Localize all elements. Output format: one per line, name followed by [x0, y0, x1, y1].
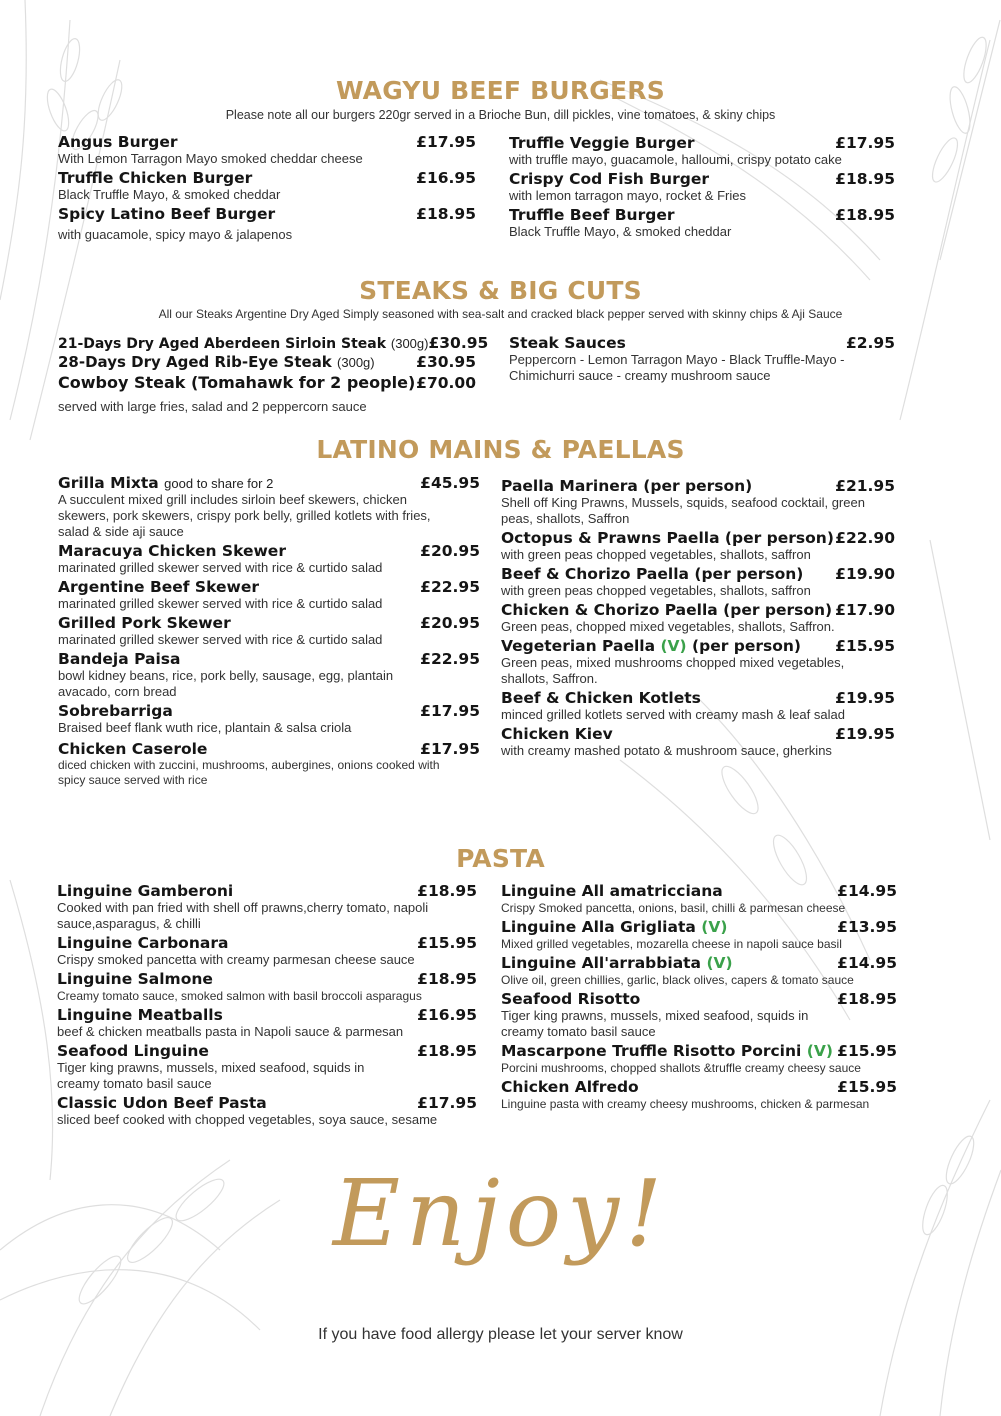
item-desc: Black Truffle Mayo, & smoked cheddar	[58, 187, 281, 202]
menu-item	[501, 565, 895, 599]
menu-item	[501, 529, 895, 563]
item-price: £14.95	[837, 882, 897, 900]
menu-item	[509, 170, 895, 206]
item-desc: minced grilled kotlets served with creamy mash & leaf salad	[501, 707, 845, 722]
item-name: Linguine Meatballs	[57, 1006, 223, 1024]
item-name: Linguine Gamberoni	[57, 882, 234, 900]
item-price: £30.95	[416, 353, 476, 371]
pasta-title: PASTA	[456, 844, 545, 873]
allergy-footer: If you have food allergy please let your server know	[318, 1326, 683, 1343]
steaks-note: All our Steaks Argentine Dry Aged Simply seasoned with sea-salt and cracked black pepper served with skinny chips & Aji Sauce	[158, 307, 843, 321]
item-price: £18.95	[837, 990, 897, 1008]
item-name: Linguine Carbonara	[57, 934, 229, 952]
menu-item	[501, 689, 895, 723]
item-desc: with green peas chopped vegetables, shallots, saffron	[501, 547, 811, 562]
item-price: £19.90	[835, 565, 895, 583]
item-name: Classic Udon Beef Pasta	[57, 1094, 267, 1112]
item-name: Seafood Risotto	[501, 990, 641, 1008]
menu-item	[58, 133, 476, 169]
item-price: £16.95	[416, 169, 476, 187]
item-name: Grilla Mixta	[58, 474, 159, 492]
item-desc: Linguine pasta with creamy cheesy mushrooms, chicken & parmesan	[501, 1097, 870, 1111]
item-desc: Braised beef flank wuth rice, plantain & salsa criola	[58, 720, 352, 735]
item-desc: Cooked with pan fried with shell off prawns,cherry tomato, napoli sauce,asparagus, & chilli	[57, 900, 429, 931]
menu-item	[58, 740, 480, 788]
menu-item	[57, 970, 477, 1004]
item-price: £22.95	[420, 650, 480, 668]
item-name: Argentine Beef Skewer	[58, 578, 259, 596]
item-price: £20.95	[420, 614, 480, 632]
menu-item	[501, 954, 897, 988]
item-price: £30.95	[428, 334, 489, 352]
pasta-right-column	[501, 882, 897, 1112]
item-desc: with green peas chopped vegetables, shallots, saffron	[501, 583, 811, 598]
item-desc: Shell off King Prawns, Mussels, squids, seafood cocktail, green peas, shallots, Saffron	[501, 495, 865, 526]
item-name: Chicken & Chorizo Paella (per person)	[501, 601, 833, 619]
menu-item	[501, 882, 897, 916]
menu-item	[57, 1094, 477, 1128]
steak-sauces	[509, 334, 895, 384]
item-desc: Mixed grilled vegetables, mozarella cheese in napoli sauce basil	[501, 937, 842, 951]
menu-item	[509, 134, 895, 170]
item-desc: A succulent mixed grill includes sirloin beef skewers, chicken skewers, pork skewers, crispy pork belly, grilled kotlets with fries, salad & side aji sauce	[58, 492, 431, 539]
menu-item	[58, 334, 489, 353]
item-desc: Creamy tomato sauce, smoked salmon with basil broccoli asparagus	[57, 989, 422, 1003]
item-price: £17.95	[420, 740, 480, 758]
vegetarian-badge: (V)	[701, 918, 728, 936]
item-desc: marinated grilled skewer served with rice & curtido salad	[58, 596, 383, 611]
item-price: £15.95	[417, 934, 477, 952]
item-desc: Olive oil, green chillies, garlic, black olives, capers & tomato sauce	[501, 973, 854, 987]
item-name: Truffle Chicken Burger	[58, 169, 253, 187]
item-name: Beef & Chicken Kotlets	[501, 689, 701, 707]
item-name: Spicy Latino Beef Burger	[58, 205, 276, 223]
item-price: £15.95	[835, 637, 895, 655]
vegetarian-badge: (V)	[706, 954, 733, 972]
menu-item	[57, 934, 477, 968]
item-price: £18.95	[835, 206, 895, 224]
menu-item	[58, 650, 480, 700]
burgers-title: WAGYU BEEF BURGERS	[336, 76, 665, 105]
menu-item	[509, 206, 895, 240]
item-weight: (300g)	[337, 355, 375, 370]
item-name: Linguine All amatricciana	[501, 882, 723, 900]
item-name: Chicken Caserole	[58, 740, 208, 758]
item-price: £18.95	[835, 170, 895, 188]
steaks-title: STEAKS & BIG CUTS	[359, 276, 642, 305]
item-desc: bowl kidney beans, rice, pork belly, sausage, egg, plantain avacado, corn bread	[58, 668, 394, 699]
item-price: £16.95	[417, 1006, 477, 1024]
item-desc: beef & chicken meatballs pasta in Napoli sauce & parmesan	[57, 1024, 404, 1039]
item-price: £17.90	[835, 601, 895, 619]
item-price: £19.95	[835, 725, 895, 743]
item-price: £17.95	[416, 133, 476, 151]
steaks-served-note: served with large fries, salad and 2 peppercorn sauce	[58, 399, 367, 414]
menu-item	[57, 1042, 477, 1092]
vegetarian-badge: (V)	[660, 637, 687, 655]
item-desc: Peppercorn - Lemon Tarragon Mayo - Black Truffle-Mayo -Chimichurri sauce - creamy mushroom sauce	[509, 352, 845, 383]
item-price: £17.95	[417, 1094, 477, 1112]
item-name: Bandeja Paisa	[58, 650, 181, 668]
item-price: £45.95	[420, 474, 480, 492]
item-desc: with guacamole, spicy mayo & jalapenos	[58, 227, 293, 242]
latino-title: LATINO MAINS & PAELLAS	[316, 435, 685, 464]
item-name: Crispy Cod Fish Burger	[509, 170, 709, 188]
item-weight: (300g)	[390, 336, 429, 351]
menu-item	[58, 702, 480, 736]
menu-item	[58, 474, 480, 540]
item-desc: Green peas, chopped mixed vegetables, shallots, Saffron.	[501, 619, 835, 634]
burgers-left-column	[58, 133, 476, 243]
steaks-left-column	[58, 334, 489, 415]
item-price: £18.95	[417, 1042, 477, 1060]
item-name: Sobrebarriga	[58, 702, 173, 720]
item-name: 21-Days Dry Aged Aberdeen Sirloin Steak	[58, 336, 387, 352]
item-name: Chicken Kiev	[501, 725, 613, 743]
item-price: £17.95	[420, 702, 480, 720]
item-price: £15.95	[837, 1042, 897, 1060]
item-price: £15.95	[837, 1078, 897, 1096]
item-desc: Crispy Smoked pancetta, onions, basil, chilli & parmesan cheese	[501, 901, 846, 915]
menu-item	[58, 542, 480, 576]
vegetarian-badge: (V)	[806, 1042, 833, 1060]
menu-item	[501, 990, 897, 1040]
item-suffix: (per person)	[692, 637, 802, 655]
item-desc: marinated grilled skewer served with rice & curtido salad	[58, 632, 383, 647]
menu-item	[501, 601, 895, 635]
menu-item	[501, 637, 895, 687]
menu-item	[501, 1042, 897, 1076]
item-price: £22.90	[835, 529, 895, 547]
item-desc: Tiger king prawns, mussels, mixed seafood, squids in creamy tomato basil sauce	[501, 1008, 809, 1039]
item-name: Angus Burger	[58, 133, 178, 151]
item-price: £20.95	[420, 542, 480, 560]
latino-right-column	[501, 477, 895, 759]
item-desc: Crispy smoked pancetta with creamy parmesan cheese sauce	[57, 952, 415, 967]
menu-item	[58, 373, 476, 395]
pasta-left-column	[57, 882, 477, 1128]
item-desc: Tiger king prawns, mussels, mixed seafood, squids in creamy tomato basil sauce	[57, 1060, 365, 1091]
item-name: Mascarpone Truffle Risotto Porcini	[501, 1042, 802, 1060]
item-name: Truffle Veggie Burger	[509, 134, 695, 152]
item-name: Chicken Alfredo	[501, 1078, 639, 1096]
item-extra: good to share for 2	[164, 476, 274, 491]
item-price: £21.95	[835, 477, 895, 495]
item-name: Cowboy Steak (Tomahawk for 2 people)	[58, 373, 416, 392]
latino-left-column	[58, 474, 480, 788]
item-desc: With Lemon Tarragon Mayo smoked cheddar cheese	[58, 151, 363, 166]
item-price: £18.95	[417, 882, 477, 900]
item-name: Beef & Chorizo Paella (per person)	[501, 565, 804, 583]
item-desc: with creamy mashed potato & mushroom sauce, gherkins	[501, 743, 832, 758]
item-name: Paella Marinera (per person)	[501, 477, 753, 495]
item-name: Octopus & Prawns Paella (per person)	[501, 529, 834, 547]
item-price: £18.95	[417, 970, 477, 988]
menu-item	[501, 477, 895, 527]
menu-item	[58, 169, 476, 205]
menu-item	[58, 578, 480, 612]
menu-item	[501, 1078, 897, 1112]
item-desc: Green peas, mixed mushrooms chopped mixed vegetables, shallots, Saffron.	[501, 655, 845, 686]
item-desc: sliced beef cooked with chopped vegetables, soya sauce, sesame	[57, 1112, 438, 1127]
item-desc: Porcini mushrooms, chopped shallots &truffle creamy cheesy sauce	[501, 1061, 861, 1075]
menu-item	[57, 1006, 477, 1040]
item-name: Grilled Pork Skewer	[58, 614, 231, 632]
item-name: Linguine Alla Grigliata	[501, 918, 696, 936]
menu-item	[501, 725, 895, 759]
item-name: Steak Sauces	[509, 334, 626, 352]
item-name: Vegeterian Paella	[501, 637, 656, 655]
menu-item	[58, 205, 476, 243]
enjoy-script: Enjoy!	[332, 1160, 669, 1267]
burgers-note: Please note all our burgers 220gr served in a Brioche Bun, dill pickles, vine tomatoes, & skiny chips	[225, 108, 776, 122]
item-price: £13.95	[837, 918, 897, 936]
item-desc: marinated grilled skewer served with rice & curtido salad	[58, 560, 383, 575]
item-desc: with lemon tarragon mayo, rocket & Fries	[509, 188, 746, 203]
item-name: Seafood Linguine	[57, 1042, 209, 1060]
item-price: £17.95	[835, 134, 895, 152]
burgers-right-column	[509, 134, 895, 240]
menu-item	[58, 614, 480, 648]
item-desc: Black Truffle Mayo, & smoked cheddar	[509, 224, 732, 239]
item-price: £18.95	[416, 205, 476, 223]
menu-item	[57, 882, 477, 932]
item-price: £22.95	[420, 578, 480, 596]
item-name: Linguine Salmone	[57, 970, 213, 988]
item-desc: with truffle mayo, guacamole, halloumi, crispy potato cake	[509, 152, 842, 167]
menu-item	[58, 353, 476, 373]
item-price: £14.95	[837, 954, 897, 972]
item-price: £2.95	[845, 334, 895, 352]
item-name: 28-Days Dry Aged Rib-Eye Steak	[58, 353, 332, 371]
item-name: Maracuya Chicken Skewer	[58, 542, 286, 560]
menu-item	[501, 918, 897, 952]
item-price: £70.00	[416, 374, 476, 392]
item-price: £19.95	[835, 689, 895, 707]
item-desc: diced chicken with zuccini, mushrooms, aubergines, onions cooked with spicy sauce served with rice	[58, 758, 440, 787]
item-name: Truffle Beef Burger	[509, 206, 675, 224]
item-name: Linguine All'arrabbiata	[501, 954, 702, 972]
